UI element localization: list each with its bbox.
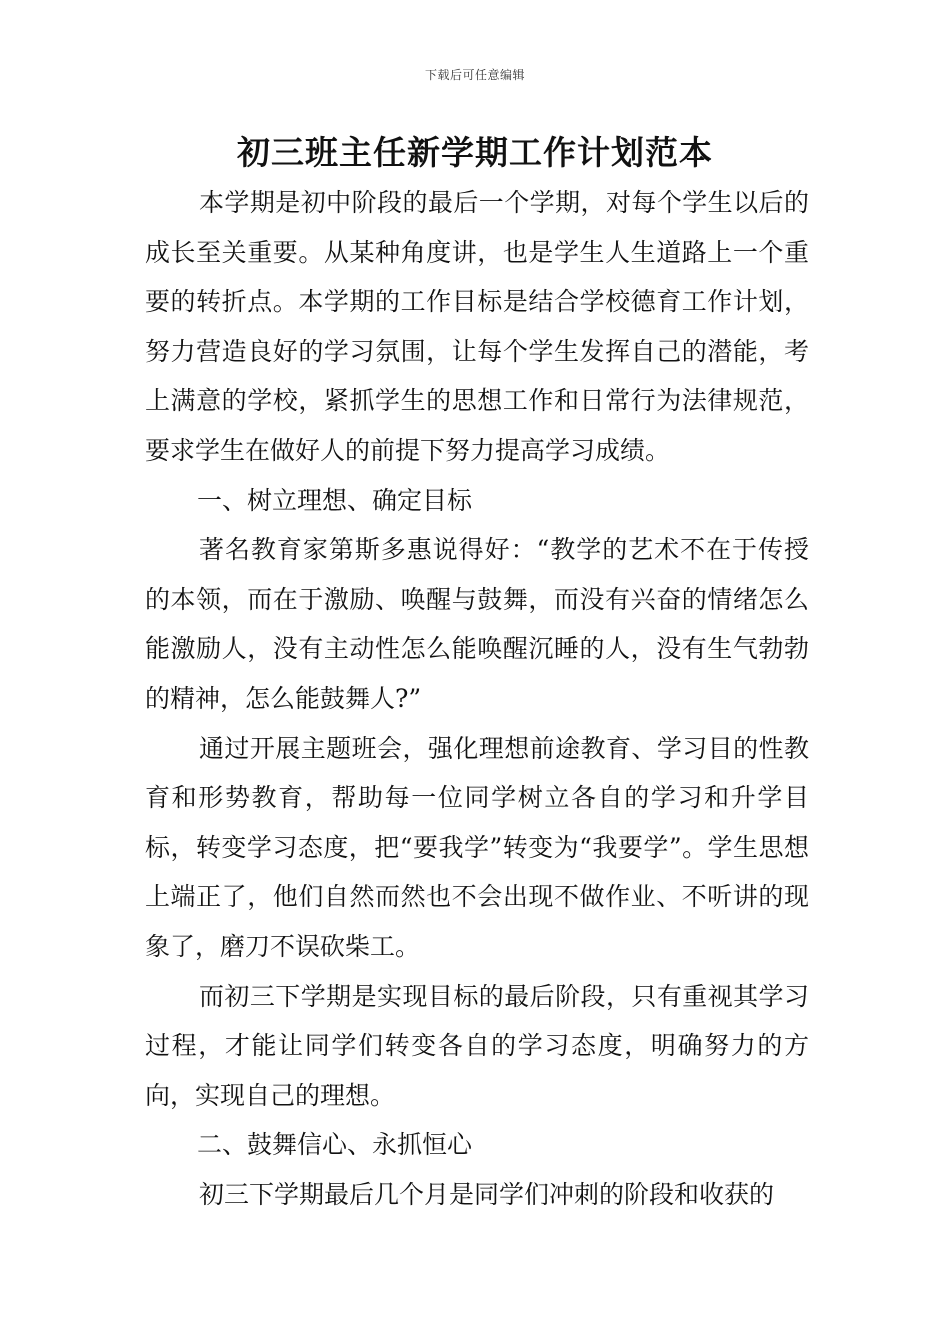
paragraph-final-stage: 而初三下学期是实现目标的最后阶段，只有重视其学习过程，才能让同学们转变各自的学习态度，明确努力的方向，实现自己的理想。 (145, 981, 809, 1110)
section-heading-1: 一、树立理想、确定目标 (197, 485, 473, 515)
paragraph-class-meeting: 通过开展主题班会，强化理想前途教育、学习目的性教育和形势教育，帮助每一位同学树立各自的学习和升学目标，转变学习态度，把“要我学”转变为“我要学”。学生思想上端正了，他们自然而然也不会出现不做作业、不听讲的现象了，磨刀不误砍柴工。 (145, 733, 809, 961)
paragraph-intro: 本学期是初中阶段的最后一个学期，对每个学生以后的成长至关重要。从某种角度讲，也是学生人生道路上一个重要的转折点。本学期的工作目标是结合学校德育工作计划，努力营造良好的学习氛围，让每个学生发挥自己的潜能，考上满意的学校，紧抓学生的思想工作和日常行为法律规范，要求学生在做好人的前提下努力提高学习成绩。 (145, 188, 809, 465)
header-note: 下载后可任意编辑 (424, 68, 525, 82)
section-heading-2: 二、鼓舞信心、永抓恒心 (197, 1130, 473, 1160)
document-body (145, 178, 809, 1219)
paragraph-sprint: 初三下学期最后几个月是同学们冲刺的阶段和收获的 (199, 1179, 775, 1209)
paragraph-quote: 著名教育家第斯多惠说得好：“教学的艺术不在于传授的本领，而在于激励、唤醒与鼓舞，而没有兴奋的情绪怎么能激励人，没有主动性怎么能唤醒沉睡的人，没有生气勃勃的精神，怎么能鼓舞人?” (145, 535, 809, 713)
document-title: 初三班主任新学期工作计划范本 (237, 133, 713, 172)
